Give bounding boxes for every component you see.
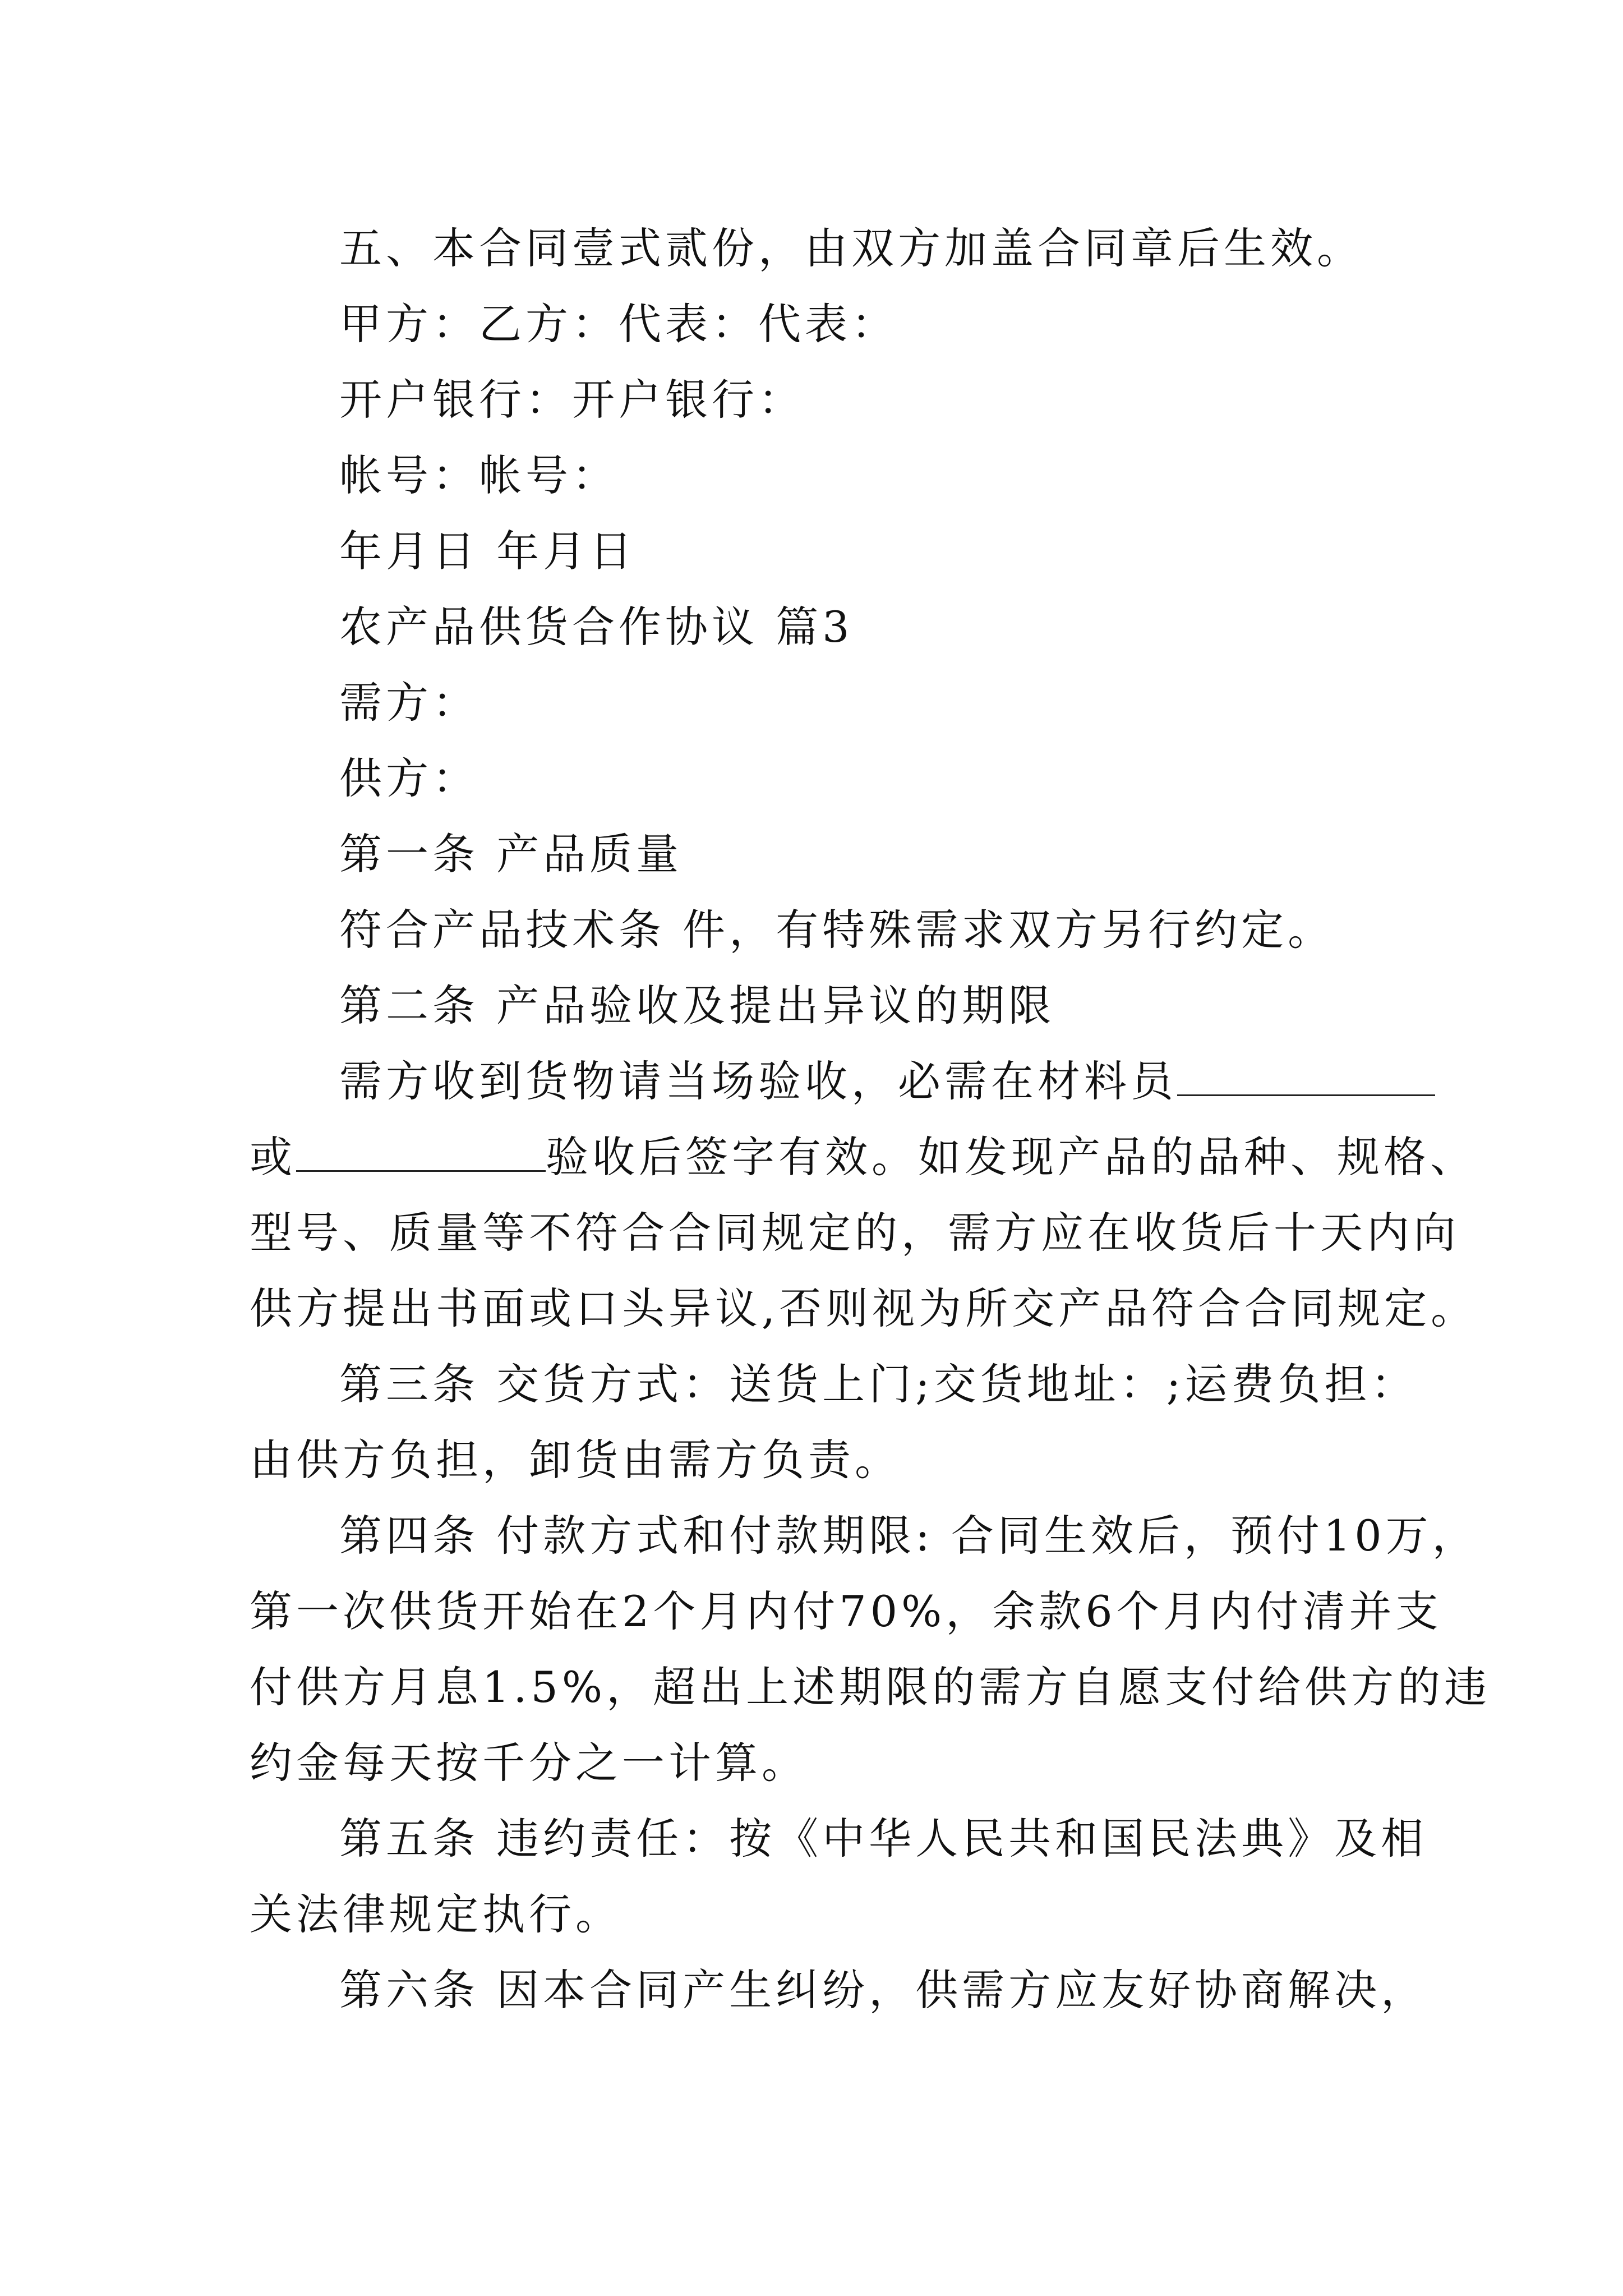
- article-three-line-1: 第三条 交货方式：送货上门;交货地址：;运费负担：: [339, 1359, 1418, 1409]
- article-two-text-2: 验收后签字有效。如发现产品的品种、规格、: [546, 1132, 1477, 1182]
- signature-blank-1: [1177, 1055, 1435, 1096]
- article-five-line-1: 第五条 违约责任：按《中华人民共和国民法典》及相: [339, 1814, 1428, 1864]
- article-one-heading: 第一条 产品质量: [339, 829, 683, 879]
- article-four-line-2: 第一次供货开始在2个月内付70%，余款6个月内付清并支: [250, 1586, 1442, 1636]
- article-two-or: 或: [250, 1132, 296, 1182]
- article-two-line-3: 型号、质量等不符合合同规定的，需方应在收货后十天内向: [250, 1208, 1460, 1258]
- article-two-text-1: 需方收到货物请当场验收，必需在材料员: [339, 1056, 1177, 1106]
- party-rep-line: 甲方：乙方：代表：代表：: [339, 299, 898, 349]
- article-three-line-2: 由供方负担，卸货由需方负责。: [250, 1435, 901, 1485]
- account-line: 帐号：帐号：: [339, 450, 619, 500]
- article-four-line-3: 付供方月息1.5%，超出上述期限的需方自愿支付给供方的违: [250, 1662, 1491, 1712]
- section-title: 农产品供货合作协议 篇3: [339, 602, 854, 652]
- article-two-line-2: [250, 1130, 1477, 1184]
- buyer-line: 需方：: [339, 678, 479, 728]
- article-four-line-4: 约金每天按千分之一计算。: [250, 1738, 808, 1788]
- article-six-line-1: 第六条 因本合同产生纠纷，供需方应友好协商解决，: [339, 1965, 1428, 2015]
- clause-five-text: 五、本合同壹式贰份，由双方加盖合同章后生效。: [339, 223, 1363, 273]
- article-four-line-1: 第四条 付款方式和付款期限: 合同生效后，预付10万，: [339, 1511, 1479, 1561]
- article-one-text: 符合产品技术条 件，有特殊需求双方另行约定。: [339, 905, 1335, 955]
- article-two-line-4: 供方提出书面或口头异议,否则视为所交产品符合合同规定。: [250, 1283, 1478, 1333]
- article-two-line-1: [339, 1055, 1478, 1108]
- article-five-line-2: 关法律规定执行。: [250, 1889, 622, 1939]
- signature-blank-2: [296, 1131, 546, 1172]
- article-two-heading: 第二条 产品验收及提出异议的期限: [339, 981, 1055, 1030]
- supplier-line: 供方：: [339, 753, 479, 803]
- date-line: 年月日 年月日: [339, 526, 637, 576]
- bank-line: 开户银行：开户银行：: [339, 375, 805, 425]
